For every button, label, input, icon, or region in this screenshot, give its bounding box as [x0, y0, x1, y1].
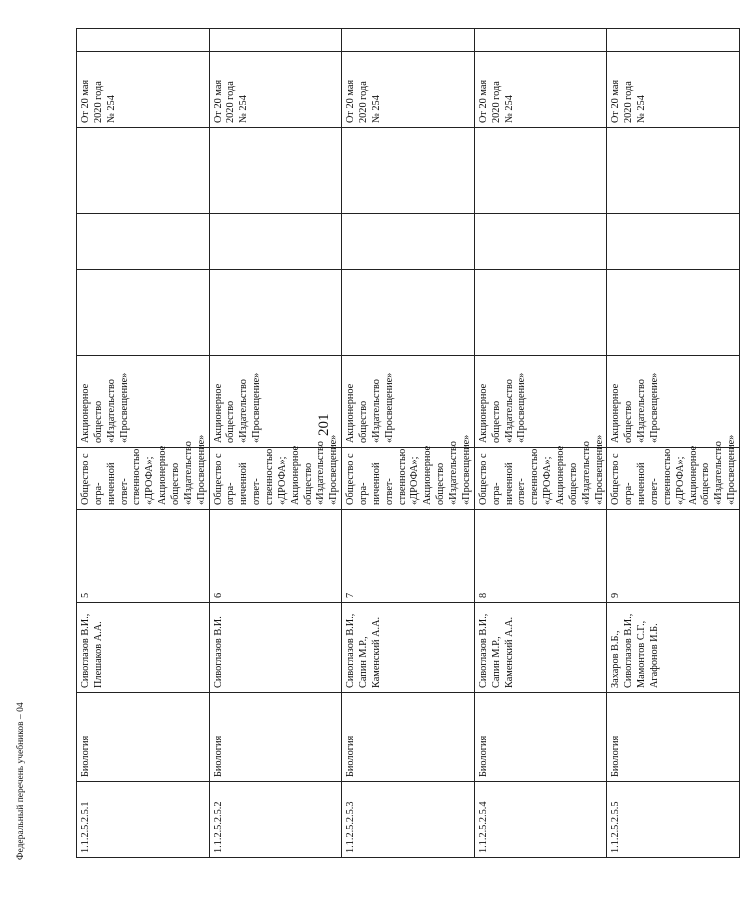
- cell-empty: [474, 214, 607, 270]
- cell-empty: [474, 270, 607, 356]
- cell-subject: Биология: [342, 693, 475, 782]
- cell-authors: Сивоглазов В.И.: [209, 603, 342, 693]
- cell-code: 1.1.2.5.2.5.4: [474, 782, 607, 858]
- cell-code: 1.1.2.5.2.5.1: [77, 782, 210, 858]
- cell-publisher: Общество с огра- ниченной ответ- ственностью «ДРОФА»; Акционерное общество «Издательство «Просвещение»: [209, 448, 342, 510]
- cell-code: 1.1.2.5.2.5.3: [342, 782, 475, 858]
- cell-grade: 9: [607, 510, 740, 603]
- cell-grade: 7: [342, 510, 475, 603]
- cell-empty: [77, 214, 210, 270]
- cell-empty: [607, 214, 740, 270]
- cell-publisher: Общество с огра- ниченной ответ- ственностью «ДРОФА»; Акционерное общество «Издательство «Просвещение»: [342, 448, 475, 510]
- cell-subject: Биология: [209, 693, 342, 782]
- textbook-table-rotated: [76, 29, 738, 858]
- cell-grade: 5: [77, 510, 210, 603]
- cell-order: От 20 мая 2020 года № 254: [209, 52, 342, 128]
- cell-empty: [209, 214, 342, 270]
- cell-grade: 8: [474, 510, 607, 603]
- page-number: 201: [316, 413, 332, 436]
- cell-empty: [77, 270, 210, 356]
- cell-grade: 6: [209, 510, 342, 603]
- cell-empty: [342, 128, 475, 214]
- cell-subject: Биология: [77, 693, 210, 782]
- cell-empty: [342, 214, 475, 270]
- table-row: [607, 29, 740, 858]
- page-footer: Федеральный перечень учебников – 04: [16, 702, 26, 860]
- cell-empty: [607, 128, 740, 214]
- cell-publisher-alt: Акционерное общество «Издательство «Просвещение»: [209, 356, 342, 448]
- table-row: [77, 29, 210, 858]
- cell-empty: [607, 29, 740, 52]
- cell-publisher-alt: Акционерное общество «Издательство «Просвещение»: [77, 356, 210, 448]
- cell-authors: Сивоглазов В.И., Плешаков А.А.: [77, 603, 210, 693]
- cell-empty: [474, 128, 607, 214]
- cell-code: 1.1.2.5.2.5.5: [607, 782, 740, 858]
- table-row: [474, 29, 607, 858]
- cell-empty: [209, 270, 342, 356]
- cell-empty: [607, 270, 740, 356]
- cell-empty: [77, 128, 210, 214]
- cell-empty: [342, 29, 475, 52]
- cell-authors: Захаров В.Б., Сивоглазов В.И., Мамонтов С.Г., Агафонов И.Б.: [607, 603, 740, 693]
- cell-order: От 20 мая 2020 года № 254: [474, 52, 607, 128]
- cell-publisher: Общество с огра- ниченной ответ- ственностью «ДРОФА»; Акционерное общество «Издательство «Просвещение»: [607, 448, 740, 510]
- cell-empty: [474, 29, 607, 52]
- cell-publisher-alt: Акционерное общество «Издательство «Просвещение»: [607, 356, 740, 448]
- cell-empty: [77, 29, 210, 52]
- cell-code: 1.1.2.5.2.5.2: [209, 782, 342, 858]
- cell-authors: Сивоглазов В.И., Сапин М.Р., Каменский А.А.: [474, 603, 607, 693]
- textbook-table: [76, 28, 740, 858]
- cell-publisher-alt: Акционерное общество «Издательство «Просвещение»: [342, 356, 475, 448]
- cell-empty: [209, 128, 342, 214]
- cell-publisher: Общество с огра- ниченной ответ- ственностью «ДРОФА»; Акционерное общество «Издательство «Просвещение»: [474, 448, 607, 510]
- cell-subject: Биология: [607, 693, 740, 782]
- cell-order: От 20 мая 2020 года № 254: [342, 52, 475, 128]
- table-row: [209, 29, 342, 858]
- cell-publisher-alt: Акционерное общество «Издательство «Просвещение»: [474, 356, 607, 448]
- cell-empty: [342, 270, 475, 356]
- cell-empty: [209, 29, 342, 52]
- cell-order: От 20 мая 2020 года № 254: [607, 52, 740, 128]
- cell-publisher: Общество с огра- ниченной ответ- ственностью «ДРОФА»; Акционерное общество «Издательство «Просвещение»: [77, 448, 210, 510]
- table-row: [342, 29, 475, 858]
- cell-authors: Сивоглазов В.И., Сапин М.Р., Каменский А.А.: [342, 603, 475, 693]
- cell-order: От 20 мая 2020 года № 254: [77, 52, 210, 128]
- cell-subject: Биология: [474, 693, 607, 782]
